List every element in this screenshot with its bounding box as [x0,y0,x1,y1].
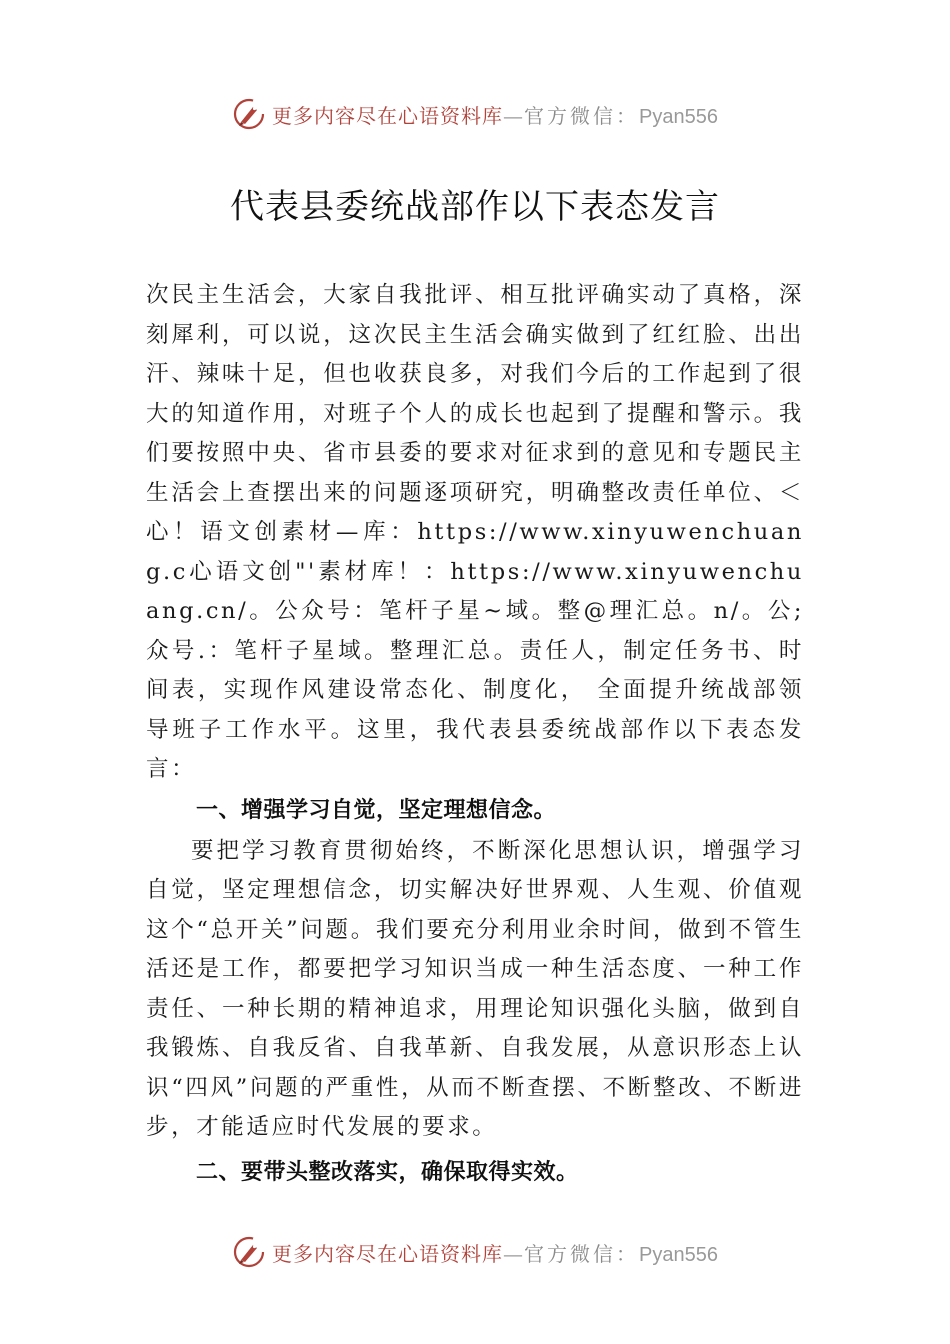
document-title: 代表县委统战部作以下表态发言 [230,187,720,227]
header-banner [0,94,950,134]
section-1-heading: 一、增强学习自觉，坚定理想信念。 [196,797,557,823]
banner-separator: — [503,1241,525,1266]
banner-wechat-id: Pyan556 [639,105,718,128]
section-2-heading: 二、要带头整改落实，确保取得实效。 [196,1159,579,1185]
banner-text [272,100,718,129]
banner-separator: — [503,103,525,128]
banner-wechat-label: 官方微信： [524,1241,640,1266]
banner-wechat-label: 官方微信： [524,103,640,128]
banner-wechat-id: Pyan556 [639,1243,718,1266]
section-1-paragraph: 要把学习教育贯彻始终，不断深化思想认识，增强学习自觉，坚定理想信念，切实解决好世界观、人生观、价值观这个“总开关”问题。我们要充分利用业余时间，做到不管生活还是工作，都要把学习知识当成一种生活态度、一种工作责任、一种长期的精神追求，用理论知识强化头脑，做到自我锻炼、自我反省、自我革新、自我发展，从意识形态上认识“四风”问题的严重性，从而不断查摆、不断整改、不断进步，才能适应时代发展的要求。 [146,837,804,1140]
pen-nib-logo-icon [232,97,266,131]
document-body [146,276,804,1194]
banner-text [272,1238,718,1267]
footer-banner [0,1232,950,1272]
intro-paragraph: 次民主生活会，大家自我批评、相互批评确实动了真格，深刻犀利，可以说，这次民主生活会确实做到了红红脸、出出汗、辣味十足，但也收获良多，对我们今后的工作起到了很大的知道作用，对班子个人的成长也起到了提醒和警示。我们要按照中央、省市县委的要求对征求到的意见和专题民主生活会上查摆出来的问题逐项研究，明确整改责任单位、＜心！语文创素材—库：https://www.xinyuwenchuang.c心语文创"'素材库！：https://www.xinyuwenchuang.cn/。公众号：笔杆子星~域。整@理汇总。n/。公;众号.：笔杆子星域。整理汇总。责任人，制定任务书、时间表，实现作风建设常态化、制度化， 全面提升统战部领导班子工作水平。这里，我代表县委统战部作以下表态发言： [146,282,804,782]
banner-main-text: 更多内容尽在心语资料库 [272,103,504,128]
banner-main-text: 更多内容尽在心语资料库 [272,1241,504,1266]
pen-nib-logo-icon [232,1235,266,1269]
